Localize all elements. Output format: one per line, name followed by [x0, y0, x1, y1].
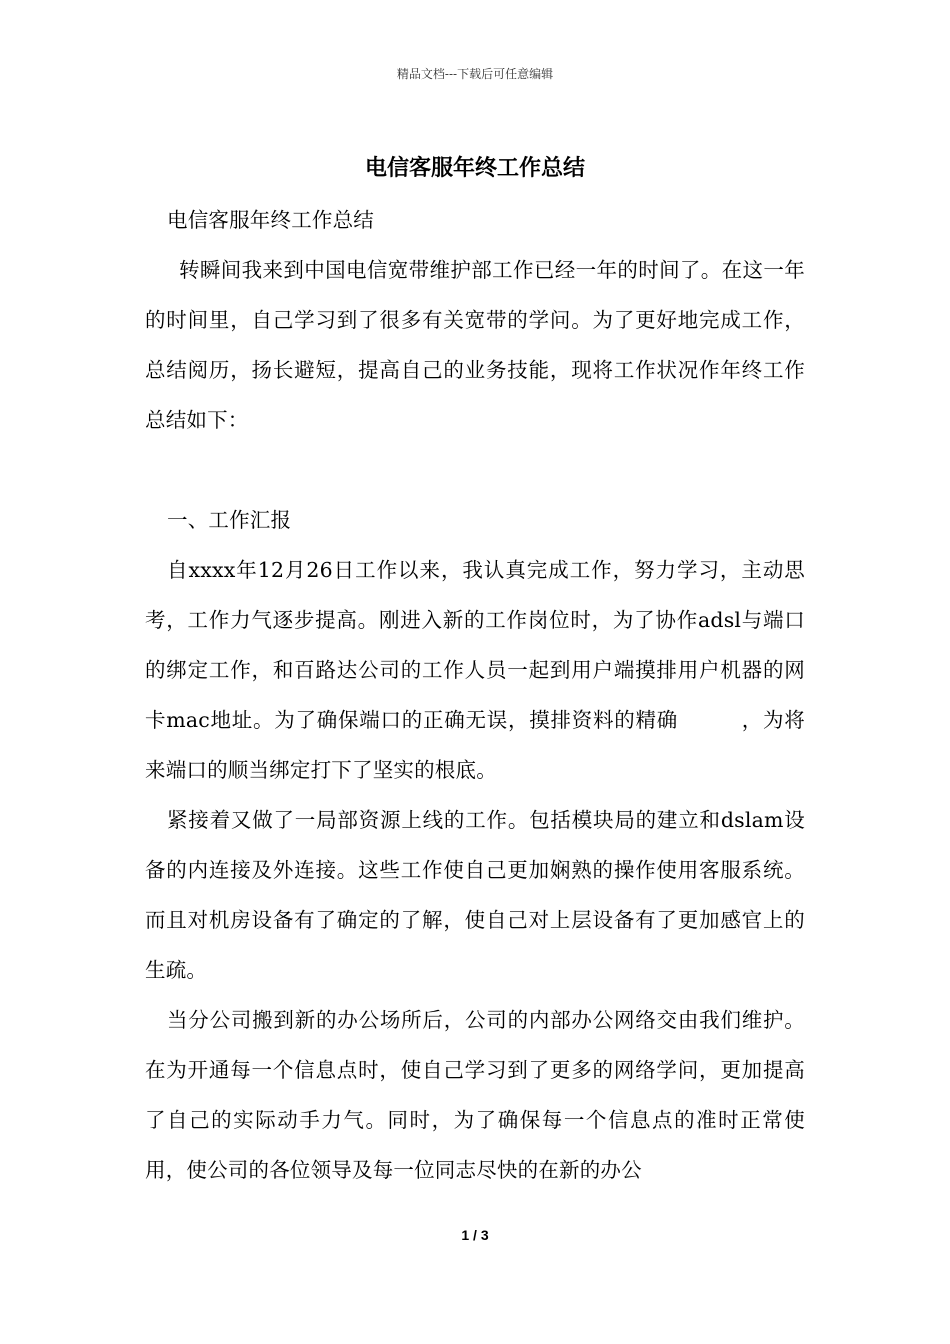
office-network-paragraph: 当分公司搬到新的办公场所后，公司的内部办公网络交由我们维护。在为开通每一个信息点时，使自己学习到了更多的网络学问，更加提高了自己的实际动手力气。同时，为了确保每一个信息点的准时正常使用，使公司的各位领导及每一位同志尽快的在新的办公 [145, 1008, 805, 1182]
resource-online-paragraph: 紧接着又做了一局部资源上线的工作。包括模块局的建立和dslam设备的内连接及外连接。这些工作使自己更加娴熟的操作使用客服系统。而且对机房设备有了确定的了解，使自己对上层设备有了更加感官上的生疏。 [145, 808, 805, 982]
intro-paragraph: 转瞬间我来到中国电信宽带维护部工作已经一年的时间了。在这一年的时间里，自己学习到了很多有关宽带的学问。为了更好地完成工作，总结阅历，扬长避短，提高自己的业务技能，现将工作状况作年终工作总结如下： [145, 258, 805, 432]
subtitle-paragraph: 电信客服年终工作总结 [167, 208, 374, 232]
page-number: 1 / 3 [461, 1227, 489, 1243]
work-report-paragraph: 自xxxx年12月26日工作以来，我认真完成工作，努力学习，主动思考，工作力气逐步提高。刚进入新的工作岗位时，为了协作adsl与端口的绑定工作，和百路达公司的工作人员一起到用户端摸排用户机器的网卡mac地址。为了确保端口的正确无误，摸排资料的精确 ，为将来端口的顺当绑定打下了坚实的根底。 [145, 558, 805, 782]
section-heading: 一、工作汇报 [167, 508, 292, 532]
document-body [145, 195, 805, 1195]
page-header: 精品文档---下载后可任意编辑 [396, 67, 554, 81]
document-title: 电信客服年终工作总结 [364, 155, 585, 181]
